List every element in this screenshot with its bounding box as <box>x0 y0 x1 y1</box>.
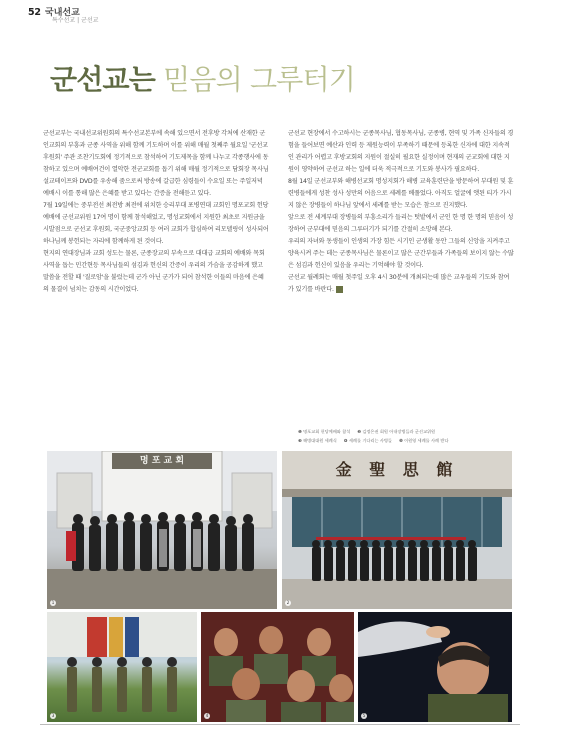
paragraph: 군선교부는 국내선교위원회의 특수선교본부에 속해 있으면서 전후방 각처에 산재한 군인교회의 부흥과 군종 사역을 위해 함께 기도하며 이를 위해 매월 첫째주 월요일 '군선교후원회' 주관 조찬기도회에 정기적으로 참석하여 기도제목을 함께 나누고 각종행사에 동참하고 있으며 예배여건이 열악한 전군교회를 돕기 위해 매월 정기적으로 담회장 목사님 설교테이프와 DVD를 우송해 줌으로써 방송에 갈급한 심령들이 수요일 또는 주일저녁 예배시 이를 통해 많은 은혜를 받고 있다는 간증을 전해듣고 있다. <box>43 130 269 197</box>
section-subtitle: 특수선교 | 군선교 <box>52 17 99 24</box>
photo-number-badge: 1 <box>51 600 55 605</box>
body-column-left <box>43 128 269 296</box>
section-label: 국내선교 <box>45 8 80 18</box>
photo-baptism <box>358 612 512 722</box>
title-part-2: 믿음의 그루터기 <box>155 63 355 96</box>
photo-number-badge: 5 <box>362 713 366 718</box>
caption: ❺ 이원영 세례를 사례 받다 <box>398 438 449 443</box>
photo-church-illustration <box>47 451 277 609</box>
photo-number-badge: 3 <box>51 713 55 718</box>
caption: ❹ 세례를 기다리는 사병들 <box>343 438 392 443</box>
end-mark-icon <box>336 286 343 293</box>
church-sign: 명 포 교 회 <box>139 456 185 466</box>
photo-captions <box>298 427 528 445</box>
photo-number-badge: 4 <box>205 713 209 718</box>
article-title <box>50 62 355 98</box>
photo-marine-building <box>282 451 512 609</box>
paragraph-last <box>288 272 514 296</box>
page-number: 52 <box>28 7 41 18</box>
caption-row <box>298 427 528 436</box>
photo-honor-guard <box>47 612 197 722</box>
paragraph: 앞으로 전 세계부대 장병들의 부흥소리가 들리는 텃밭에서 군인 한 명 한 명의 믿음이 성장하여 군부대에 믿음의 그루터기가 되기를 간절히 소망해 본다. <box>288 214 514 233</box>
photo-number-badge: 2 <box>286 600 290 605</box>
paragraph: 8월 14일 군선교부와 해병선교회 명성지회가 해병 교육훈련단을 방문하여 부대원 및 훈련병들에게 성찬 성사 성만의 어음으로 세례를 베풀었다. 아직도 얼굴에 앳된 티가 가시지 않은 장병들이 하나님 앞에서 세례를 받는 모습은 참으로 진지했다. <box>288 178 514 209</box>
paragraph: 7월 19일에는 중부전선 최전방 최전에 위치한 승리부대 포병연대 교회인 명포교회 헌당예배에 군선교위원 17여 명이 함께 참석해었고, 명성교회에서 지원한 최초로 지원금을 시발점으로 군선교 후원회, 국군중앙교회 등 여러 교회가 합심하여 리모델링이 성사되어 하나님께 봉헌되는 자리에 함께하게 된 것이다. <box>43 202 269 245</box>
paragraph-text: 군선교 월례회는 매월 첫주일 오후 4시 30분에 개최되는데 많은 교우들의 기도와 참여가 있기를 바란다. <box>288 274 510 293</box>
footer-divider <box>40 724 520 725</box>
body-column-right <box>288 128 514 296</box>
caption-row <box>298 436 528 445</box>
paragraph: 군선교 현장에서 수고하시는 군종목사님, 협동목사님, 군종병, 현역 및 가족 신자들의 경험을 들어보면 예산과 인력 등 제원능력이 부족하기 때문에 등록한 신자에 대한 지속적인 관리가 어렵고 후방교회의 지원이 절실히 필요한 실정이며 현재의 군교회에 대한 지원이 영약하여 군선교 하는 일에 더욱 적극적으로 기도와 봉사가 필요하다. <box>288 130 514 173</box>
photo-church-dedication <box>47 451 277 609</box>
photo-soldiers-seated <box>201 612 354 722</box>
photo-baptism-illustration <box>358 612 512 722</box>
title-part-1: 군선교는 <box>50 63 155 96</box>
caption: ❷ 김정은권 회원 아내장병들과 군선교위원 <box>357 429 436 434</box>
photo-guard-illustration <box>47 612 197 722</box>
caption: ❸ 해병대대원 세례식 <box>298 438 337 443</box>
paragraph: 우리의 자녀와 동생들이 인생의 가장 힘든 시기인 군생활 동안 그들의 신앙을 지켜주고 양육시켜 주는 데는 군종목사님은 물론이고 많은 군간부들과 가족들의 보이지 않는 수많은 섬김과 헌신이 있음을 우리는 기억해야 할 것이다. <box>288 238 514 269</box>
building-sign: 金 聖 思 館 <box>335 460 459 479</box>
caption: ❶ 명포교회 헌당예배와 참석 <box>298 429 351 434</box>
photo-soldiers-illustration <box>201 612 354 722</box>
paragraph: 현지의 연대장님과 교회 성도는 물론, 군종장교의 부속으로 대대급 교회의 예배와 목회사역을 돕는 민간현등 목사님들의 섬김과 헌신의 간증이 우리의 가슴을 공감하게 했고 말씀을 전할 때 '질로암'을 불렀는데 군가 아닌 군가가 되어 참석한 이들의 마음에 은혜의 물결이 넘치는 감동의 시간이었다. <box>43 250 265 293</box>
